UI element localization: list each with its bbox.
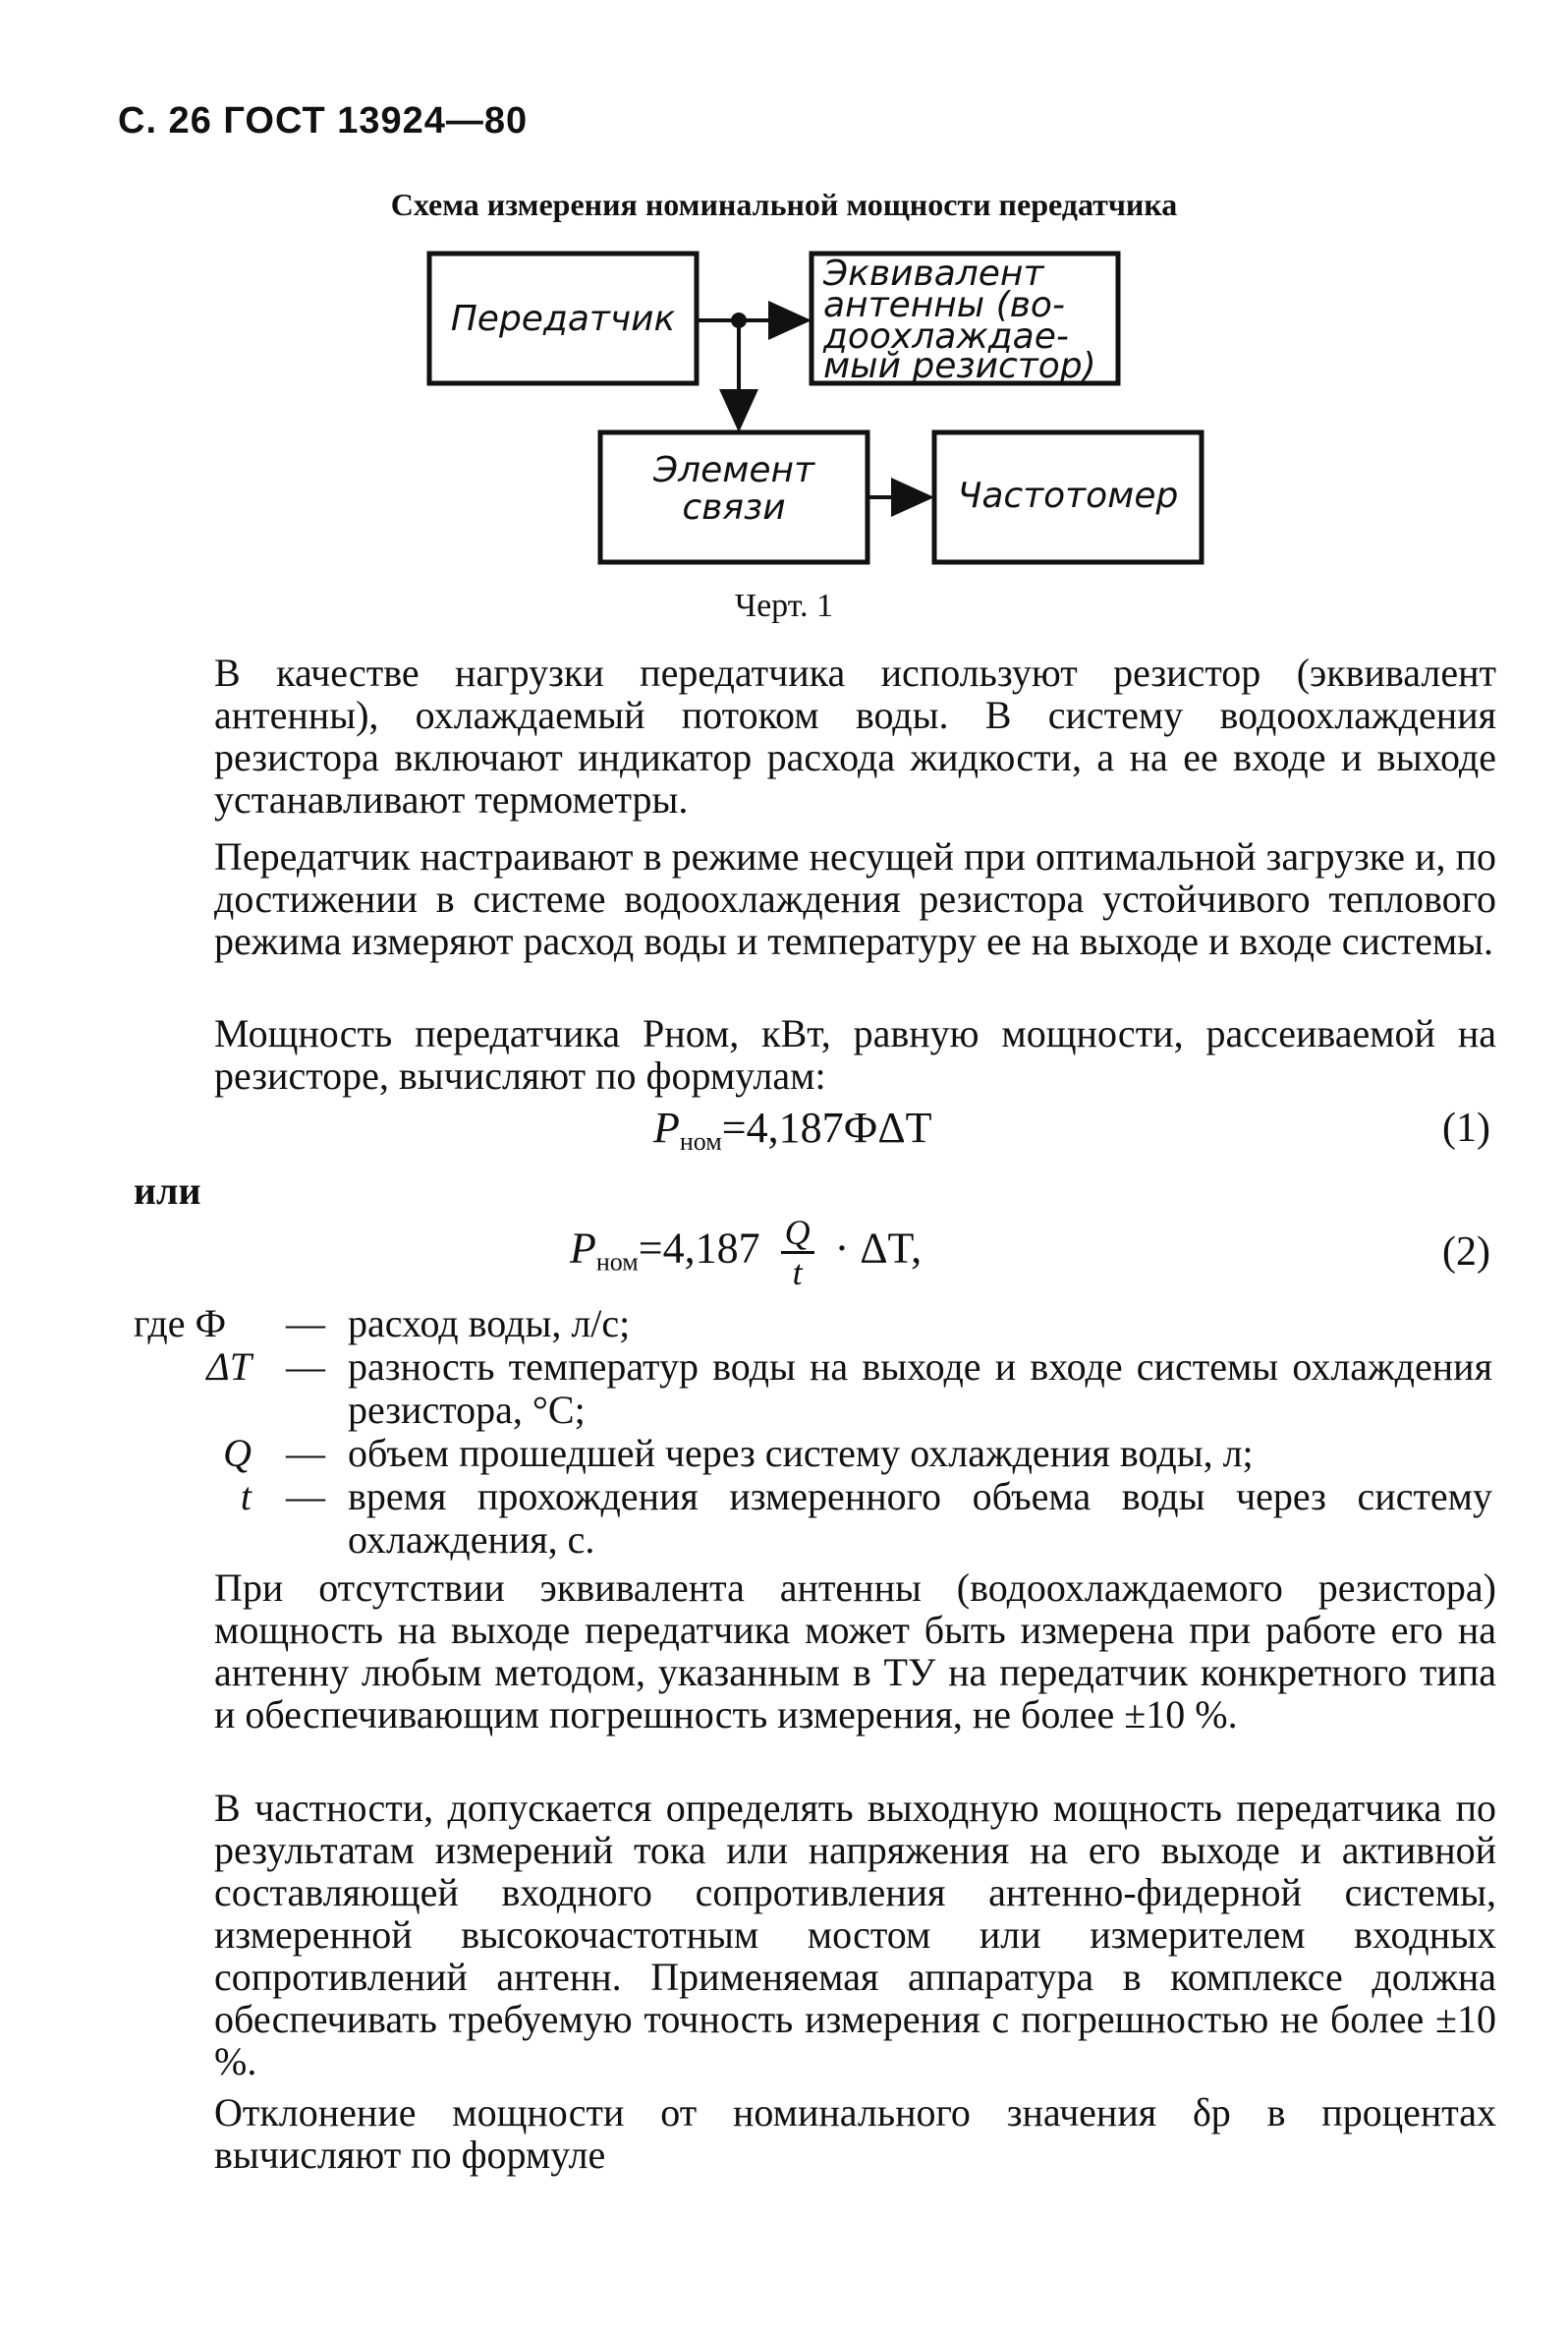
antenna-equivalent-line-1: Эквивалент: [823, 254, 1044, 294]
antenna-equivalent-line-3: доохлаждае-: [823, 316, 1069, 357]
legend-symbol: t: [240, 1474, 252, 1518]
paragraph-5: В частности, допускается определять выходную мощность передатчика по результатам измерений тока или напряжения на его выходе и активной составляющей входного сопротивления антенно-фидерной системы, измеренной высокочастотным мостом или измерителем входных сопротивлений антенн. Применяемая аппаратура в комплексе должна обеспечивать требуемую точность измерения с погрешностью не более ±10 %.: [214, 1786, 1496, 2083]
legend-row: [134, 1475, 1509, 1562]
legend-dash: —: [286, 1474, 325, 1518]
formula-2-lhs: P: [570, 1224, 596, 1273]
body-block-5: [214, 1787, 1496, 2082]
legend-dash: —: [286, 1344, 325, 1389]
figure-caption: Черт. 1: [734, 588, 834, 624]
legend-symbol: где Ф: [134, 1301, 227, 1345]
body-block-1: [214, 652, 1496, 821]
formula-2-fraction: [781, 1214, 814, 1291]
body-block-3: [214, 1012, 1496, 1097]
formula-2-denominator: t: [792, 1253, 803, 1292]
formula-2: [570, 1214, 922, 1291]
formula-1-lhs: P: [653, 1104, 680, 1152]
paragraph-4: При отсутствии эквивалента антенны (водоохлаждаемого резистора) мощность на выходе передатчика может быть измерена при работе его на антенну любым методом, указанным в ТУ на передатчик конкретного типа и обеспечивающим погрешность измерения, не более ±10 %.: [214, 1565, 1496, 1736]
formula-1-rhs: =4,187ФΔT: [721, 1104, 932, 1152]
legend-row: [134, 1302, 1509, 1345]
legend-dash: —: [286, 1431, 325, 1475]
paragraph-1: В качестве нагрузки передатчика используют резистор (эквивалент антенны), охлаждаемый потоком воды. В систему водоохлаждения резистора включают индикатор расхода жидкости, а на ее входе и выходе устанавливают термометры.: [214, 651, 1496, 822]
symbol-legend: [134, 1302, 1509, 1562]
body-block-6: [214, 2091, 1496, 2176]
formula-1-number: (1): [1442, 1106, 1490, 1151]
frequency-meter-label: Частотомер: [957, 476, 1179, 516]
antenna-equivalent-line-2: антенны (во-: [823, 285, 1065, 325]
schema-title: Схема измерения номинальной мощности передатчика: [390, 187, 1178, 222]
legend-symbol: ΔT: [206, 1344, 252, 1389]
or-word: или: [134, 1168, 201, 1213]
legend-description: разность температур воды на выходе и входе системы охлаждения резистора, °С;: [348, 1344, 1492, 1432]
formula-2-numerator: Q: [781, 1214, 814, 1254]
legend-row: [134, 1432, 1509, 1475]
transmitter-label: Передатчик: [450, 299, 676, 339]
legend-row: [134, 1345, 1509, 1432]
formula-2-number: (2): [1442, 1229, 1490, 1275]
paragraph-2: Передатчик настраивают в режиме несущей при оптимальной загрузке и, по достижении в системе водоохлаждения резистора устойчивого теплового режима измеряют расход воды и температуру ее на выходе и входе системы.: [214, 834, 1496, 963]
paragraph-3: Мощность передатчика Pном, кВт, равную мощности, рассеиваемой на резисторе, вычисляют по формулам:: [214, 1011, 1496, 1098]
paragraph-6: Отклонение мощности от номинального значения δр в процентах вычисляют по формуле: [214, 2090, 1496, 2177]
page-header: С. 26 ГОСТ 13924—80: [118, 100, 529, 142]
formula-2-tail: · ΔT,: [834, 1224, 923, 1273]
formula-1: [653, 1103, 932, 1157]
formula-2-sub: ном: [595, 1247, 639, 1277]
coupling-element-line-1: Элемент: [652, 450, 815, 490]
coupling-element-line-2: связи: [682, 487, 786, 528]
legend-dash: —: [286, 1301, 325, 1345]
legend-description: объем прошедшей через систему охлаждения воды, л;: [348, 1431, 1254, 1475]
body-block-4: [214, 1566, 1496, 1736]
formula-2-mid: =4,187: [638, 1224, 760, 1273]
antenna-equivalent-line-4: мый резистор): [823, 346, 1096, 386]
legend-description: расход воды, л/с;: [348, 1301, 631, 1345]
block-diagram: [0, 0, 1568, 590]
legend-symbol: Q: [223, 1431, 252, 1475]
body-block-2: [214, 835, 1496, 962]
formula-1-sub: ном: [679, 1127, 722, 1156]
legend-description: время прохождения измеренного объема воды через систему охлаждения, с.: [348, 1474, 1492, 1562]
